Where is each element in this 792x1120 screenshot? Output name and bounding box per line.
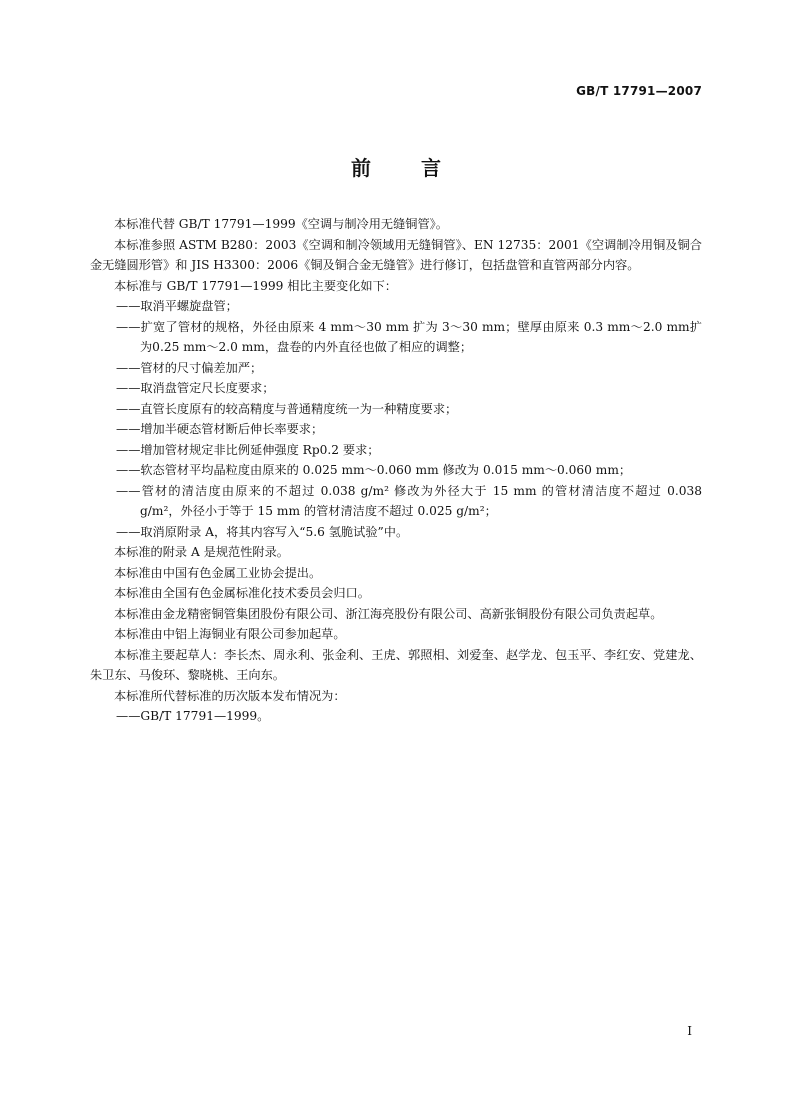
paragraph-drafters: 本标准主要起草人：李长杰、周永利、张金利、王虎、郭照相、刘爱奎、赵学龙、包玉平、李红安、党建龙、朱卫东、马俊环、黎晓桃、王向东。: [90, 647, 702, 682]
change-item: ——取消盘管定尺长度要求；: [116, 381, 275, 395]
title-char-2: 言: [421, 156, 441, 180]
history-item: ——GB/T 17791—1999。: [116, 709, 270, 723]
change-item: ——增加半硬态管材断后伸长率要求；: [116, 422, 324, 436]
paragraph-changes-intro: 本标准与 GB/T 17791—1999 相比主要变化如下：: [114, 278, 397, 293]
paragraph-references: 本标准参照 ASTM B280：2003《空调和制冷领域用无缝铜管》、EN 12735：2001《空调制冷用铜及铜合金无缝圆形管》和 JIS H3300：2006《铜及铜合金无缝管》进行修订，包括盘管和直管两部分内容。: [90, 237, 702, 272]
change-item: ——取消原附录 A，将其内容写入“5.6 氢脆试验”中。: [116, 524, 409, 539]
paragraph-history-intro: 本标准所代替标准的历次版本发布情况为：: [114, 688, 346, 703]
paragraph-centralized: 本标准由全国有色金属标准化技术委员会归口。: [114, 586, 370, 600]
paragraph-participating-unit: 本标准由中铝上海铜业有限公司参加起草。: [114, 627, 346, 641]
change-item: ——管材的尺寸偏差加严；: [116, 360, 263, 375]
paragraph-drafting-units: 本标准由金龙精密铜管集团股份有限公司、浙江海亮股份有限公司、高新张铜股份有限公司负责起草。: [114, 606, 663, 621]
change-item: ——扩宽了管材的规格，外径由原来 4 mm～30 mm 扩为 3～30 mm；壁厚由原来 0.3 mm～2.0 mm扩为0.25 mm～2.0 mm，盘卷的内外直径也做了相应的调整；: [116, 319, 702, 354]
paragraph-replaces: 本标准代替 GB/T 17791—1999《空调与制冷用无缝铜管》。: [114, 217, 448, 231]
change-item: ——管材的清洁度由原来的不超过 0.038 g/m² 修改为外径大于 15 mm 的管材清洁度不超过 0.038 g/m²，外径小于等于 15 mm 的管材清洁度不超过 0.025 g/m²；: [116, 483, 702, 518]
change-item: ——直管长度原有的较高精度与普通精度统一为一种精度要求；: [116, 401, 458, 416]
change-item: ——增加管材规定非比例延伸强度 Rp0.2 要求；: [116, 442, 380, 457]
paragraph-proposer: 本标准由中国有色金属工业协会提出。: [114, 565, 322, 580]
change-item: ——软态管材平均晶粒度由原来的 0.025 mm～0.060 mm 修改为 0.015 mm～0.060 mm；: [116, 463, 632, 477]
standard-code: GB/T 17791—2007: [576, 84, 702, 98]
paragraph-annex: 本标准的附录 A 是规范性附录。: [114, 545, 289, 559]
page-title: [0, 152, 792, 181]
foreword-body: [90, 214, 702, 727]
title-char-1: 前: [351, 156, 371, 180]
change-item: ——取消平螺旋盘管；: [116, 299, 238, 313]
page-number: I: [687, 1024, 692, 1038]
